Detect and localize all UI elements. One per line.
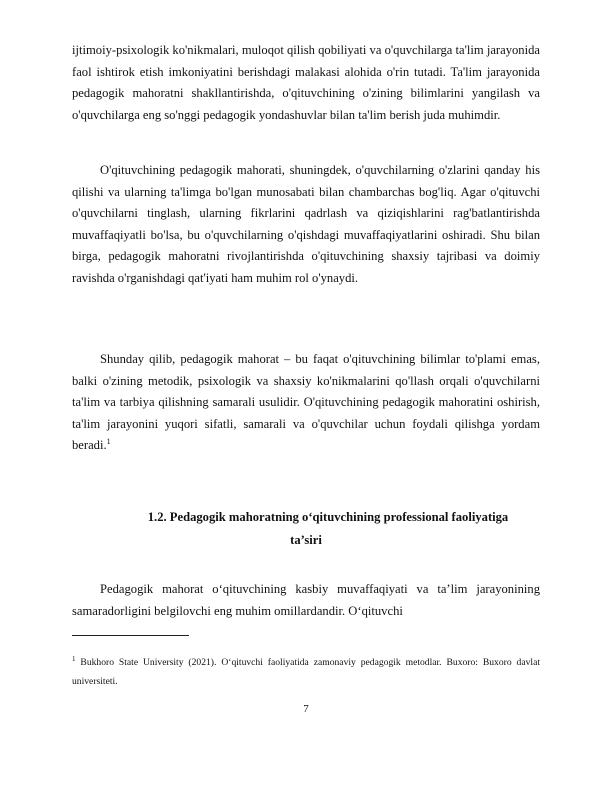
footnote-reference[interactable]: 1 bbox=[106, 437, 111, 447]
footnote-text: Bukhoro State University (2021). O‘qituvchi faoliyatida zamonaviy pedagogik metodlar. Buxoro: Buxoro davlat universiteti. bbox=[72, 657, 540, 687]
paragraph-1-block bbox=[72, 40, 540, 126]
section-heading bbox=[72, 506, 540, 552]
paragraph-3-block bbox=[72, 349, 540, 457]
paragraph-2-block bbox=[72, 160, 540, 290]
footnote-separator bbox=[72, 635, 189, 636]
paragraph-2: O'qituvchining pedagogik mahorati, shuningdek, o'quvchilarning o'zlarini qanday his qilishi va ularning ta'limga bo'lgan munosabati bilan chambarchas bog'liq. Agar o'qituvchi o'quvchilarni tinglash, ularning fikrlarini qadrlash va qiziqishlarini rag'batlantirishda muvaffaqiyatli bo'lsa, bu o'quvchilarning o'qishdagi muvaffaqiyatlarini oshiradi. Shu bilan birga, pedagogik mahoratni rivojlantirishda o'qituvchining shaxsiy tajribasi va doimiy ravishda o'rganishdagi qat'iyati ham muhim rol o'ynaydi. bbox=[72, 163, 540, 285]
section-heading-line-1: 1.2. Pedagogik mahoratning o‘qituvchining professional faoliyatiga bbox=[147, 510, 509, 524]
paragraph-3 bbox=[72, 349, 540, 457]
paragraph-1: ijtimoiy-psixologik ko'nikmalari, muloqot qilish qobiliyati va o'quvchilarga ta'lim jarayonida faol ishtirok etish imkoniyatini berishdagi malakasi alohida o'rin tutadi. Ta'lim jarayonida pedagogik mahoratni shakllantirishda, o'qituvchining o'zining bilimlarini yangilash va o'quvchilarga eng so'nggi pedagogik yondashuvlar bilan ta'lim berish juda muhimdir. bbox=[72, 43, 540, 122]
section-heading-line-2: ta’siri bbox=[290, 533, 322, 547]
paragraph-3-text: Shunday qilib, pedagogik mahorat – bu faqat o'qituvchining bilimlar to'plami emas, balki o'zining metodik, psixologik va shaxsiy ko'nikmalarini qo'llash orqali o'quvchilarni ta'lim va tarbiya qilishning samarali usulidir. O'qituvchining pedagogik mahoratini oshirish, ta'lim jarayonini yuqori sifatli, samarali va o'quvchilar uchun foydali qilishga yordam beradi. bbox=[72, 352, 540, 453]
paragraph-4-block bbox=[72, 579, 540, 622]
paragraph-4: Pedagogik mahorat o‘qituvchining kasbiy muvaffaqiyati va ta’lim jarayonining samaradorligini belgilovchi eng muhim omillardandir. O‘qituvchi bbox=[72, 582, 540, 618]
page-number: 7 bbox=[303, 703, 309, 715]
footnote bbox=[72, 653, 540, 691]
footnote-marker: 1 bbox=[72, 655, 76, 663]
